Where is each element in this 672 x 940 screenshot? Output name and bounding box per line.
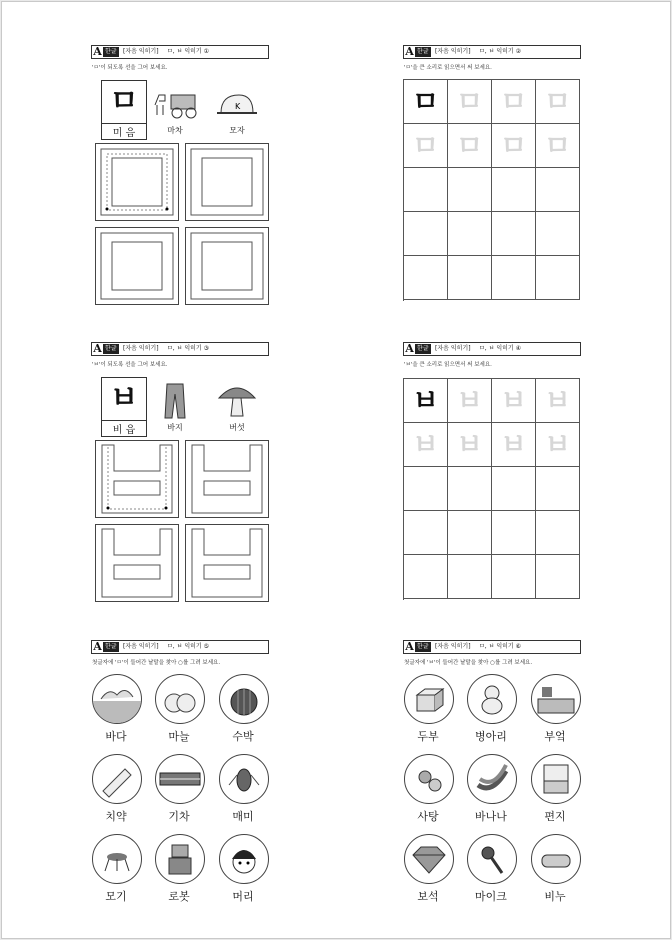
empty-cell[interactable] bbox=[404, 467, 448, 511]
trace-box[interactable] bbox=[95, 524, 179, 602]
empty-cell[interactable] bbox=[536, 256, 580, 300]
word-label: 바지 bbox=[167, 423, 183, 432]
subject-tag: 한글 bbox=[417, 643, 429, 650]
panel-header bbox=[91, 342, 269, 356]
word-label: 매미 bbox=[232, 810, 254, 823]
trace-box[interactable] bbox=[185, 440, 269, 518]
instruction: 'ㅁ'이 되도록 선을 그어 보세요. bbox=[92, 65, 168, 71]
empty-cell[interactable] bbox=[448, 467, 492, 511]
banana-picture[interactable] bbox=[467, 754, 517, 804]
word-label: 두부 bbox=[417, 730, 439, 743]
word-label: 머리 bbox=[232, 890, 254, 903]
subject-tag: 한글 bbox=[417, 345, 429, 352]
tofu-picture[interactable] bbox=[404, 674, 454, 724]
writing-grid[interactable] bbox=[403, 378, 580, 600]
trace-glyph[interactable]: ㅁ bbox=[536, 124, 580, 168]
empty-cell[interactable] bbox=[492, 168, 536, 212]
letter-glyph: ㅂ bbox=[102, 378, 146, 421]
exercise-title: ㅁ, ㅂ 익히기 ④ bbox=[479, 345, 521, 352]
word-label: 모자 bbox=[229, 126, 245, 135]
book-title: [자음 익히기] bbox=[123, 345, 159, 352]
empty-cell[interactable] bbox=[492, 511, 536, 555]
trace-glyph[interactable]: ㅂ bbox=[536, 423, 580, 467]
carriage-icon bbox=[151, 87, 199, 125]
empty-cell[interactable] bbox=[448, 212, 492, 256]
level-mark: A bbox=[405, 45, 414, 58]
trace-box[interactable] bbox=[185, 227, 269, 305]
panel-mieum-write bbox=[403, 45, 583, 307]
trace-box[interactable] bbox=[185, 143, 269, 221]
trace-glyph[interactable]: ㅁ bbox=[448, 80, 492, 124]
subject-tag: 한글 bbox=[105, 643, 117, 650]
letter-picture[interactable] bbox=[531, 754, 581, 804]
level-mark: A bbox=[93, 640, 102, 653]
book-title: [자음 익히기] bbox=[123, 643, 159, 650]
panel-bieup-trace bbox=[91, 342, 271, 604]
exercise-title: ㅁ, ㅂ 익히기 ① bbox=[167, 48, 209, 55]
word-label: 마늘 bbox=[168, 730, 190, 743]
panel-mieum-trace bbox=[91, 45, 271, 307]
trace-glyph[interactable]: ㅂ bbox=[492, 423, 536, 467]
candy-picture[interactable] bbox=[404, 754, 454, 804]
trace-glyph[interactable]: ㅁ bbox=[448, 124, 492, 168]
empty-cell[interactable] bbox=[404, 256, 448, 300]
word-label: 부엌 bbox=[544, 730, 566, 743]
empty-cell[interactable] bbox=[404, 168, 448, 212]
robot-picture[interactable] bbox=[155, 834, 205, 884]
empty-cell[interactable] bbox=[404, 555, 448, 599]
gem-picture[interactable] bbox=[404, 834, 454, 884]
empty-cell[interactable] bbox=[404, 511, 448, 555]
empty-cell[interactable] bbox=[448, 256, 492, 300]
word-label: 바다 bbox=[105, 730, 127, 743]
empty-cell[interactable] bbox=[492, 555, 536, 599]
trace-glyph[interactable]: ㅂ bbox=[536, 379, 580, 423]
book-title: [자음 익히기] bbox=[435, 643, 471, 650]
panel-header bbox=[91, 640, 269, 654]
word-label: 버섯 bbox=[229, 423, 245, 432]
letter-card bbox=[101, 80, 147, 140]
exercise-title: ㅁ, ㅂ 익히기 ⑤ bbox=[167, 643, 209, 650]
word-label: 수박 bbox=[232, 730, 254, 743]
svg-text:K: K bbox=[235, 102, 241, 111]
trace-glyph[interactable]: ㅁ bbox=[492, 80, 536, 124]
letter-name: 비 읍 bbox=[112, 425, 136, 436]
hair-picture[interactable] bbox=[219, 834, 269, 884]
empty-cell[interactable] bbox=[492, 212, 536, 256]
empty-cell[interactable] bbox=[492, 467, 536, 511]
word-label: 치약 bbox=[105, 810, 127, 823]
panel-header bbox=[91, 45, 269, 59]
watermelon-picture[interactable] bbox=[219, 674, 269, 724]
empty-cell[interactable] bbox=[536, 555, 580, 599]
level-mark: A bbox=[405, 342, 414, 355]
empty-cell[interactable] bbox=[536, 168, 580, 212]
book-title: [자음 익히기] bbox=[435, 345, 471, 352]
empty-cell[interactable] bbox=[448, 168, 492, 212]
book-title: [자음 익히기] bbox=[123, 48, 159, 55]
subject-tag: 한글 bbox=[105, 48, 117, 55]
empty-cell[interactable] bbox=[492, 256, 536, 300]
subject-tag: 한글 bbox=[105, 345, 117, 352]
word-label: 비누 bbox=[544, 890, 566, 903]
sea-picture[interactable] bbox=[92, 674, 142, 724]
word-label: 마차 bbox=[167, 126, 183, 135]
level-mark: A bbox=[93, 342, 102, 355]
letter-name: 미 음 bbox=[112, 128, 136, 139]
empty-cell[interactable] bbox=[448, 555, 492, 599]
mushroom-icon bbox=[213, 382, 261, 420]
letter-glyph: ㅁ bbox=[102, 81, 146, 124]
empty-cell[interactable] bbox=[536, 467, 580, 511]
pants-icon bbox=[151, 382, 199, 420]
word-label: 보석 bbox=[417, 890, 439, 903]
cap-icon bbox=[213, 87, 261, 125]
cicada-picture[interactable] bbox=[219, 754, 269, 804]
empty-cell[interactable] bbox=[448, 511, 492, 555]
garlic-picture[interactable] bbox=[155, 674, 205, 724]
panel-header bbox=[403, 640, 581, 654]
empty-cell[interactable] bbox=[404, 212, 448, 256]
trace-glyph[interactable]: ㅂ bbox=[448, 423, 492, 467]
instruction: 'ㅂ'을 큰 소리로 읽으면서 써 보세요. bbox=[404, 362, 492, 368]
letter-card bbox=[101, 377, 147, 437]
mosquito-picture[interactable] bbox=[92, 834, 142, 884]
word-label: 사탕 bbox=[417, 810, 439, 823]
panel-bieup-write bbox=[403, 342, 583, 604]
exercise-title: ㅁ, ㅂ 익히기 ⑥ bbox=[479, 643, 521, 650]
trace-glyph[interactable]: ㅂ bbox=[404, 423, 448, 467]
panel-header bbox=[403, 342, 581, 356]
instruction: 첫글자에 'ㅁ'이 들어간 낱말을 찾아 ○를 그려 보세요. bbox=[92, 660, 221, 666]
trace-glyph[interactable]: ㅁ bbox=[492, 124, 536, 168]
subject-tag: 한글 bbox=[417, 48, 429, 55]
model-glyph: ㅂ bbox=[404, 379, 448, 423]
trace-glyph[interactable]: ㅁ bbox=[536, 80, 580, 124]
trace-glyph[interactable]: ㅂ bbox=[448, 379, 492, 423]
trace-box[interactable] bbox=[95, 227, 179, 305]
trace-glyph[interactable]: ㅂ bbox=[492, 379, 536, 423]
exercise-title: ㅁ, ㅂ 익히기 ② bbox=[479, 48, 521, 55]
chick-picture[interactable] bbox=[467, 674, 517, 724]
trace-box[interactable] bbox=[185, 524, 269, 602]
instruction: 'ㅁ'을 큰 소리로 읽으면서 써 보세요. bbox=[404, 65, 492, 71]
instruction: 첫글자에 'ㅂ'이 들어간 낱말을 찾아 ○를 그려 보세요. bbox=[404, 660, 533, 666]
word-label: 편지 bbox=[544, 810, 566, 823]
word-label: 기차 bbox=[168, 810, 190, 823]
word-label: 마이크 bbox=[475, 890, 507, 903]
word-label: 바나나 bbox=[475, 810, 507, 823]
soap-picture[interactable] bbox=[531, 834, 581, 884]
word-label: 로봇 bbox=[168, 890, 190, 903]
trace-box[interactable] bbox=[95, 143, 179, 221]
trace-glyph[interactable]: ㅁ bbox=[404, 124, 448, 168]
toothpaste-picture[interactable] bbox=[92, 754, 142, 804]
level-mark: A bbox=[405, 640, 414, 653]
word-label: 모기 bbox=[105, 890, 127, 903]
exercise-title: ㅁ, ㅂ 익히기 ③ bbox=[167, 345, 209, 352]
panel-header bbox=[403, 45, 581, 59]
book-title: [자음 익히기] bbox=[435, 48, 471, 55]
panel-mieum-find bbox=[91, 640, 277, 905]
level-mark: A bbox=[93, 45, 102, 58]
word-label: 병아리 bbox=[475, 730, 507, 743]
model-glyph: ㅁ bbox=[404, 80, 448, 124]
trace-box[interactable] bbox=[95, 440, 179, 518]
empty-cell[interactable] bbox=[536, 511, 580, 555]
worksheet-page bbox=[1, 1, 671, 939]
train-picture[interactable] bbox=[155, 754, 205, 804]
empty-cell[interactable] bbox=[536, 212, 580, 256]
microphone-picture[interactable] bbox=[467, 834, 517, 884]
panel-bieup-find bbox=[403, 640, 589, 905]
kitchen-picture[interactable] bbox=[531, 674, 581, 724]
instruction: 'ㅂ'이 되도록 선을 그어 보세요. bbox=[92, 362, 168, 368]
writing-grid[interactable] bbox=[403, 79, 580, 301]
